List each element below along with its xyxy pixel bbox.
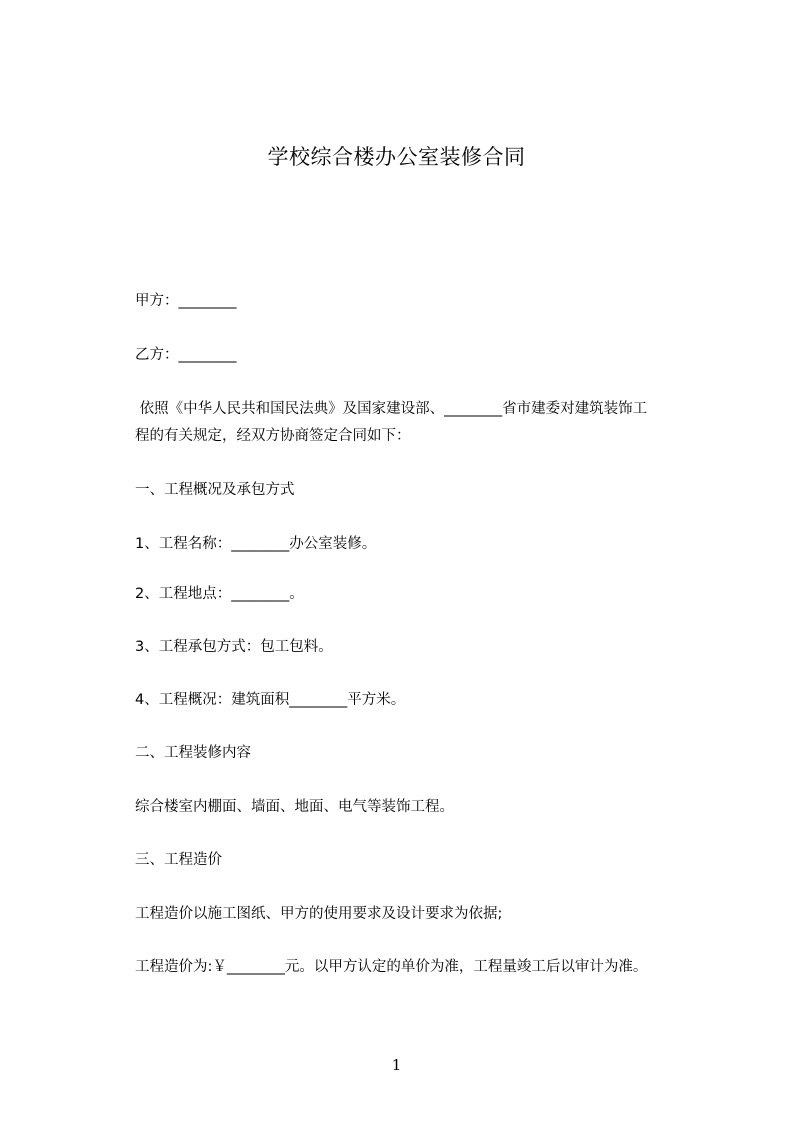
party-a-line: 甲方：________ — [135, 293, 237, 309]
section-1-heading: 一、工程概况及承包方式 — [135, 482, 295, 498]
item-3-contract-method: 3、工程承包方式：包工包料。 — [135, 639, 333, 655]
intro-paragraph-line-2: 程的有关规定，经双方协商签定合同如下： — [135, 428, 411, 444]
section-3-heading: 三、工程造价 — [135, 852, 222, 868]
price-basis-line: 工程造价以施工图纸、甲方的使用要求及设计要求为依据; — [135, 906, 503, 922]
section-2-heading: 二、工程装修内容 — [135, 745, 251, 761]
item-1-project-name: 1、工程名称：________办公室装修。 — [135, 536, 377, 552]
item-4-project-overview: 4、工程概况：建筑面积________平方米。 — [135, 692, 406, 708]
item-2-project-location: 2、工程地点：________。 — [135, 586, 304, 602]
page-number: 1 — [391, 1056, 402, 1074]
price-amount-line: 工程造价为:￥________元。以甲方认定的单价为准，工程量竣工后以审计为准。 — [135, 959, 648, 975]
party-b-line: 乙方：________ — [135, 347, 237, 363]
document-title: 学校综合楼办公室装修合同 — [267, 145, 526, 169]
section-2-content: 综合楼室内棚面、墙面、地面、电气等装饰工程。 — [135, 799, 454, 815]
intro-paragraph-line-1: 依照《中华人民共和国民法典》及国家建设部、________省市建委对建筑装饰工 — [135, 401, 648, 417]
